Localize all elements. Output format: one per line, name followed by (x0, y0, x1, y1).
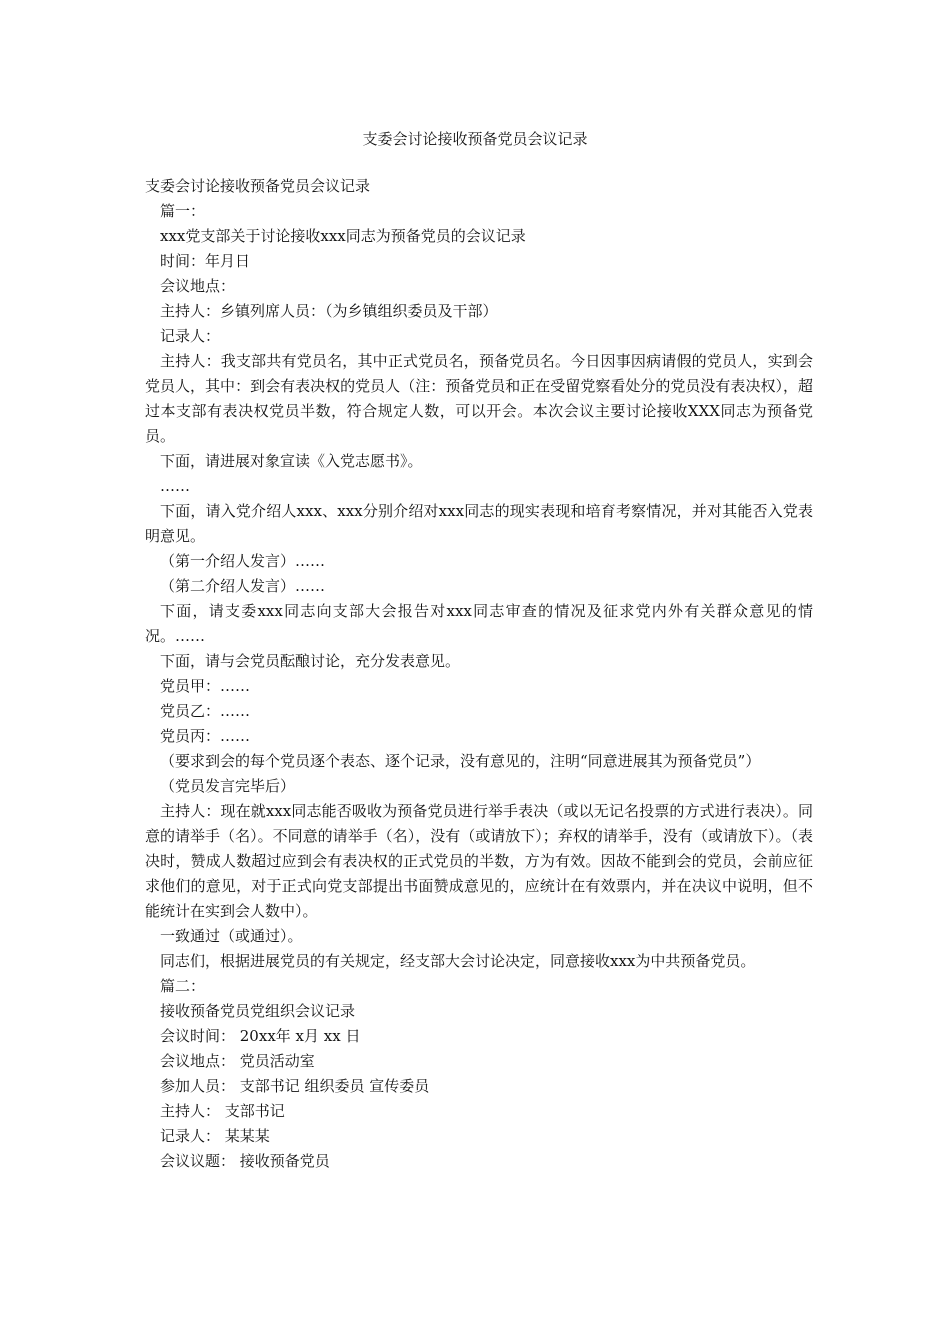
ellipsis-line: …… (160, 477, 190, 495)
member-b-statement: 党员乙：…… (160, 702, 251, 720)
document-body (145, 174, 813, 1174)
member-c-statement: 党员丙：…… (160, 727, 251, 745)
part-two-meeting-location: 会议地点： 党员活动室 (160, 1052, 315, 1070)
part-two-title: 接收预备党员党组织会议记录 (160, 1002, 356, 1020)
part-two-participants: 参加人员： 支部书记 组织委员 宣传委员 (160, 1077, 430, 1095)
record-subtitle: xxx党支部关于讨论接收xxx同志为预备党员的会议记录 (160, 227, 526, 245)
read-application-instruction: 下面，请进展对象宣读《入党志愿书》。 (160, 452, 423, 470)
vote-result: 一致通过（或通过）。 (160, 927, 303, 945)
member-a-statement: 党员甲：…… (160, 677, 251, 695)
meeting-time: 时间：年月日 (160, 252, 251, 270)
document-title: 支委会讨论接收预备党员会议记录 (362, 130, 588, 148)
committee-report-instruction: 下面，请支委xxx同志向支部大会报告对xxx同志审查的情况及征求党内外有关群众意见的情况。…… (145, 602, 813, 645)
after-speeches-note: （党员发言完毕后） (160, 777, 296, 795)
statement-requirement-note: （要求到会的每个党员逐个表态、逐个记录，没有意见的，注明“同意进展其为预备党员”） (160, 752, 761, 770)
part-two-agenda: 会议议题： 接收预备党员 (160, 1152, 330, 1170)
part-two-host: 主持人： 支部书记 (160, 1102, 285, 1120)
host-opening-statement: 主持人：我支部共有党员名，其中正式党员名，预备党员名。今日因事因病请假的党员人，实到会党员人，其中：到会有表决权的党员人（注：预备党员和正在受留党察看处分的党员没有表决权），超过本支部有表决权党员半数，符合规定人数，可以开会。本次会议主要讨论接收XXX同志为预备党员。 (145, 352, 813, 445)
resolution-statement: 同志们，根据进展党员的有关规定，经支部大会讨论决定，同意接收xxx为中共预备党员。 (160, 952, 756, 970)
section-label-part-one: 篇一： (160, 202, 206, 220)
introducer-instruction: 下面，请入党介绍人xxx、xxx分别介绍对xxx同志的现实表现和培育考察情况，并对其能否入党表明意见。 (145, 502, 813, 545)
section-label-part-two: 篇二： (160, 977, 206, 995)
first-introducer-speech: （第一介绍人发言）…… (160, 552, 326, 570)
voting-procedure: 主持人：现在就xxx同志能否吸收为预备党员进行举手表决（或以无记名投票的方式进行表决）。同意的请举手（名）。不同意的请举手（名），没有（或请放下）；弃权的请举手，没有（或请放下）。（表决时，赞成人数超过应到会有表决权的正式党员的半数，方为有效。因故不能到会的党员，会前应征求他们的意见，对于正式向党支部提出书面赞成意见的，应统计在有效票内，并在决议中说明，但不能统计在实到会人数中）。 (145, 802, 813, 920)
body-heading: 支委会讨论接收预备党员会议记录 (145, 177, 371, 195)
discussion-instruction: 下面，请与会党员酝酿讨论，充分发表意见。 (160, 652, 461, 670)
meeting-location: 会议地点： (160, 277, 236, 295)
host-and-attendees: 主持人：乡镇列席人员：（为乡镇组织委员及干部） (160, 302, 498, 320)
recorder: 记录人： (160, 327, 221, 345)
part-two-meeting-time: 会议时间： 20xx年 x月 xx 日 (160, 1027, 361, 1045)
second-introducer-speech: （第二介绍人发言）…… (160, 577, 326, 595)
part-two-recorder: 记录人： 某某某 (160, 1127, 270, 1145)
